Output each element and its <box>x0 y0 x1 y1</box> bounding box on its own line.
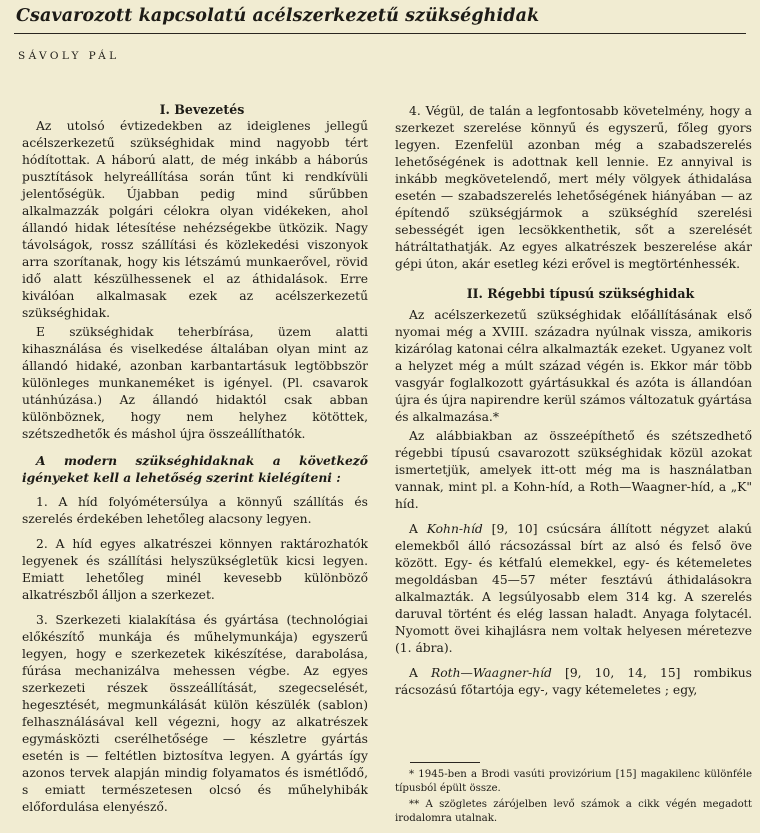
paragraph: Az utolsó évtizedekben az ideiglenes jellegű acélszerkezetű szükséghidak mind nagyobb tért hódítottak. A háború alatt, de még inkább a háborús pusztítások helyreállítása során tűnt ki rendkívüli jelentőségük. Újabban pedig mind sűrűbben alkalmazzák polgári célokra olyan vidékeken, ahol állandó hidak létesítése nehézségekbe ütközik. Nagy távolságok, rossz szállítási és közlekedési viszonyok arra szorítanak, hogy kis létszámú munkaerővel, rövid idő alatt készülhessenek el az áthidalások. Erre kiválóan alkalmasak ezek az acélszerkezetű szükséghidak. <box>22 119 368 320</box>
roth-waagner-bridge-name: Roth—Waagner-híd <box>431 666 552 680</box>
requirement-item: 3. Szerkezeti kialakítása és gyártása (technológiai előkészítő munkája és műhelymunkája) egyszerű legyen, hogy e szerkezetek kikészítése, darabolása, fúrása mechanizálva mehessen végbe. Az egyes szerkezeti részek összeállítását, szegecselését, hegesztését, megmunkálását külön készülék (sablon) felhasználásával kell végezni, hogy az alkatrészek egymásközti cserélhetősége — készletre gyártás esetén is — feltétlen biztosítva legyen. A gyártás így azonos tervek alapján mindig folyamatos és ismétlődő, s emiatt természetesen olcsó és műhelyhibák előfordulása elenyésző. <box>22 613 368 814</box>
paragraph: Az alábbiakban az összeépíthető és szétszedhető régebbi típusú csavarozott szükséghidak közül azokat ismertetjük, amelyek itt-ott még ma is használatban vannak, mint pl. a Kohn-híd, a Roth—Waagner-híd, a „K" híd. <box>395 429 752 511</box>
paragraph: Az acélszerkezetű szükséghidak előállításának első nyomai még a XVIII. századra nyúlnak vissza, amikoris kizárólag katonai célra alkalmazták ezeket. Ugyanez volt a helyzet még a múlt század végén is. Ekkor már több vasgyár foglalkozott gyártásukkal és azóta is állandóan újra és újra napirendre kerül számos változatuk gyártása és alkalmazása.* <box>395 308 752 424</box>
roth-prefix: A <box>409 666 418 680</box>
kohn-bridge-name: Kohn-híd <box>426 522 483 536</box>
requirement-item: 2. A híd egyes alkatrészei könnyen raktározhatók legyenek és szállítási helyszükségletük kicsi legyen. Emiatt lehetőleg minél kevesebb különböző alkatrészből álljon a szerkezet. <box>22 537 368 602</box>
requirement-item: 1. A híd folyómétersúlya a könnyű szállítás és szerelés érdekében lehetőleg alacsony legyen. <box>22 495 368 526</box>
footnotes <box>395 768 752 828</box>
footnote: * 1945-ben a Brodi vasúti provizórium [15] magakilenc különféle típusból épült össze. <box>395 769 752 794</box>
section-heading-introduction: I. Bevezetés <box>159 102 245 117</box>
requirements-intro: A modern szükséghidaknak a következő igényeket kell a lehetőség szerint kielégíteni : <box>22 453 368 485</box>
kohn-prefix: A <box>409 522 418 536</box>
article-title: Csavarozott kapcsolatú acélszerkezetű szükséghidak <box>16 6 540 26</box>
footnote-rule <box>410 762 480 763</box>
left-column <box>22 101 368 816</box>
title-rule <box>14 33 746 34</box>
article-author: SÁVOLY PÁL <box>18 50 120 62</box>
requirement-item: 4. Végül, de talán a legfontosabb követelmény, hogy a szerkezet szerelése könnyű és egyszerű, főleg gyors legyen. Ezenfelül azonban még a szabadszerelés lehetőségének is adottnak kell lennie. Ez annyival is inkább megkövetelendő, mert mély völgyek áthidalása esetén — szabadszerelés lehetőségének hiányában — az építendő szükségjármok a szükséghíd szerelési sebességét igen lecsökkenthetik, sőt a szerelését hátráltathatják. Az egyes alkatrészek beszerelése akár gépi úton, akár esetleg kézi erővel is megtörténhessék. <box>395 104 752 271</box>
roth-waagner-bridge-text: [9, 10, 14, 15] rombikus rácsozású főtartója egy-, vagy kétemeletes ; egy, <box>395 666 752 697</box>
paragraph: E szükséghidak teherbírása, üzem alatti kihasználása és viselkedése általában olyan mint az állandó hidaké, azonban karbantartásuk legtöbbször különleges munkaneméket is igényel. (Pl. csavarok utánhúzása.) Az állandó hidaktól csak abban különböznek, hogy nem helyhez kötöttek, szétszedhetők és máshol újra összeállíthatók. <box>22 325 368 441</box>
section-heading-older-types: II. Régebbi típusú szükséghidak <box>466 286 695 301</box>
paragraph-roth-waagner-bridge <box>395 665 752 699</box>
footnote: ** A szögletes zárójelben levő számok a cikk végén megadott irodalomra utalnak. <box>395 799 752 824</box>
paragraph-kohn-bridge <box>395 521 752 657</box>
right-column <box>395 103 752 699</box>
kohn-bridge-text: [9, 10] csúcsára állított négyzet alakú elemekből álló rácsozással bírt az alsó és felső öve között. Egy- és kétfalú elemekkel, egy- és kétemeletes megoldásban 45—57 méter fesztávú áthidalásokra alkalmazták. A legsúlyosabb elem 314 kg. A szerelés daruval történt és elég lassan haladt. Anyaga folytacél. Nyomott övei kihajlásra nem voltak helyesen méretezve (1. ábra). <box>395 522 752 655</box>
